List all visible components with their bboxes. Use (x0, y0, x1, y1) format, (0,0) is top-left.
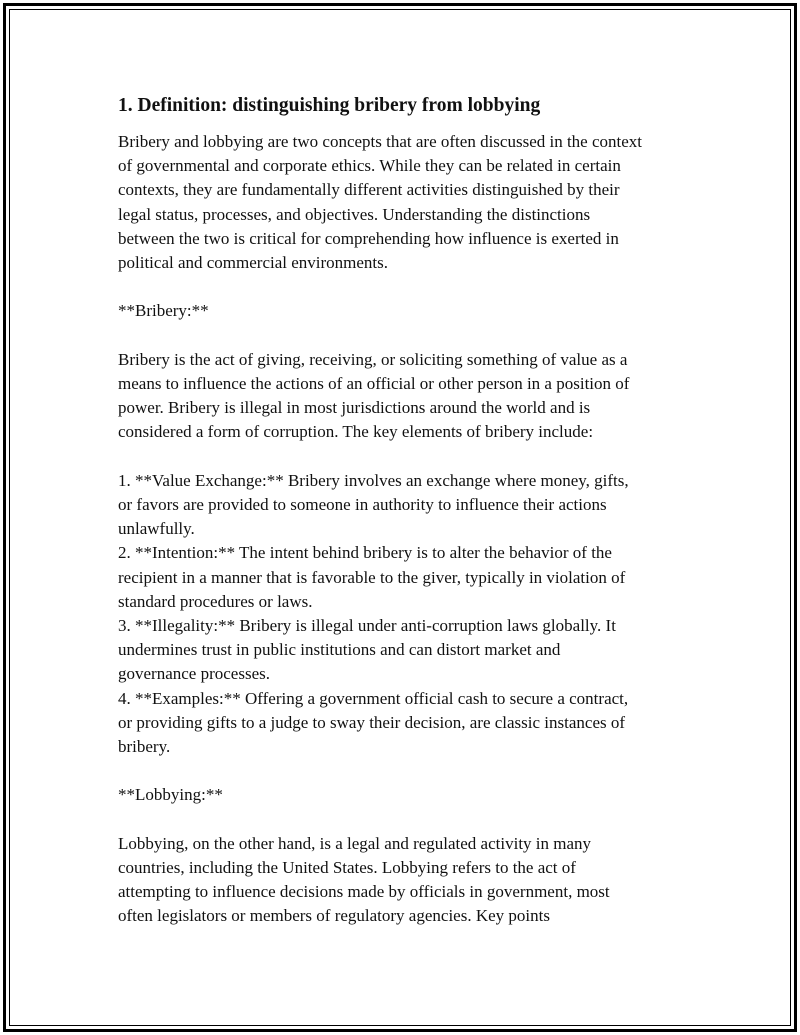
list-item-line: bribery. (118, 737, 171, 757)
list-item-line: 4. **Examples:** Offering a government official cash to secure a contract, (118, 688, 629, 708)
list-item-line: or providing gifts to a judge to sway their decision, are classic instances of (118, 712, 626, 732)
document-body (118, 92, 698, 929)
text-line: means to influence the actions of an official or other person in a position of (118, 374, 630, 393)
list-item-line: or favors are provided to someone in authority to influence their actions (118, 495, 607, 514)
bribery-label: **Bribery:** (118, 301, 209, 321)
text-line: power. Bribery is illegal in most jurisdictions around the world and is (118, 398, 591, 418)
paragraph-gap (118, 275, 698, 299)
text-line: Lobbying, on the other hand, is a legal and regulated activity in many (118, 833, 592, 853)
text-line: considered a form of corruption. The key elements of bribery include: (118, 422, 594, 442)
lobbying-label: **Lobbying:** (118, 785, 223, 805)
text-line: of governmental and corporate ethics. While they can be related in certain (118, 156, 621, 176)
list-item-line: 1. **Value Exchange:** Bribery involves an exchange where money, gifts, (118, 470, 629, 490)
text-line: attempting to influence decisions made by officials in government, most (118, 882, 610, 902)
lobbying-paragraph (118, 832, 698, 929)
text-line: legal status, processes, and objectives. Understanding the distinctions (118, 204, 591, 224)
list-item-line: governance processes. (118, 664, 270, 684)
paragraph-gap (118, 445, 698, 469)
section-heading: 1. Definition: distinguishing bribery from lobbying (118, 95, 541, 116)
text-line: Bribery is the act of giving, receiving, or soliciting something of value as a (118, 349, 628, 369)
text-line: countries, including the United States. Lobbying refers to the act of (118, 858, 576, 878)
list-item-line: standard procedures or laws. (118, 591, 313, 611)
list-item-line: undermines trust in public institutions and can distort market and (118, 640, 561, 660)
list-item-line: 3. **Illegality:** Bribery is illegal under anti-corruption laws globally. It (118, 616, 616, 636)
text-line: political and commercial environments. (118, 253, 389, 273)
bribery-paragraph (118, 348, 698, 445)
text-line: often legislators or members of regulatory agencies. Key points (118, 906, 550, 926)
list-item-line: unlawfully. (118, 519, 195, 539)
text-line: Bribery and lobbying are two concepts that are often discussed in the context (118, 132, 643, 151)
paragraph-gap (118, 808, 698, 832)
bribery-list (118, 469, 698, 759)
text-line: contexts, they are fundamentally different activities distinguished by their (118, 180, 620, 200)
paragraph-gap (118, 324, 698, 348)
text-line: between the two is critical for comprehending how influence is exerted in (118, 228, 619, 248)
list-item-line: recipient in a manner that is favorable to the giver, typically in violation of (118, 567, 626, 587)
list-item-line: 2. **Intention:** The intent behind bribery is to alter the behavior of the (118, 543, 612, 563)
paragraph-gap (118, 759, 698, 783)
intro-paragraph (118, 130, 698, 275)
